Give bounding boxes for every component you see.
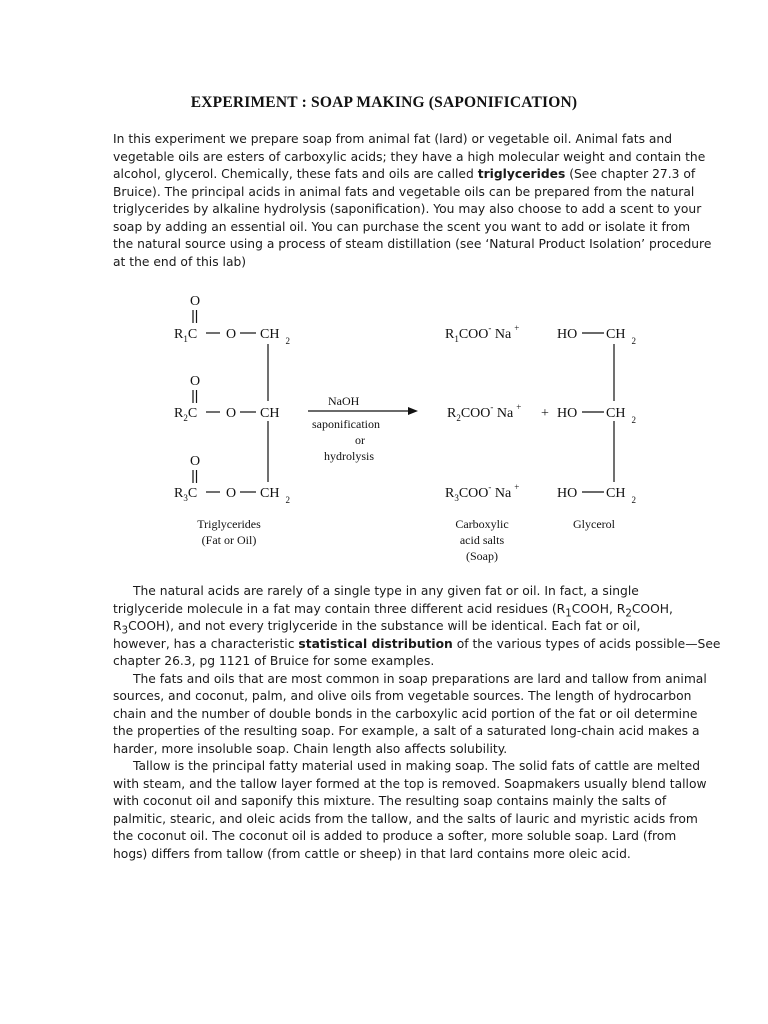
salt-3-na-charge: + xyxy=(514,482,520,492)
salt-2-na-charge: + xyxy=(516,402,522,412)
salt-2 xyxy=(447,402,521,423)
c-2: C xyxy=(187,406,198,421)
p1-line-3-b: COOH), and not every triglyceride in the substance will be identical. Each fat or oil, xyxy=(128,619,641,633)
intro-line-4: Bruice). The principal acids in animal fats and vegetable oils can be prepared from the natural xyxy=(113,184,695,199)
r-sub-3: 3 xyxy=(183,493,188,503)
p1-line-4-a: however, has a characteristic xyxy=(113,636,299,651)
glycerol-ch-middle-sub: 2 xyxy=(631,415,636,425)
intro-line-3-end: (See chapter 27.3 of xyxy=(565,167,696,181)
salt-3-sub: 3 xyxy=(454,493,459,503)
p3-line-5: the coconut oil. The coconut oil is added to produce a softer, more soluble soap. Lard (from xyxy=(113,829,677,843)
salt-1-na-charge: + xyxy=(514,323,520,333)
salt-3-na: Na xyxy=(491,486,512,501)
ch2-top xyxy=(260,327,290,346)
p3-line-2: with steam, and the tallow layer formed at the top is removed. Soapmakers usually blend tallow xyxy=(113,776,707,791)
p2-line-1: The fats and oils that are most common in soap preparations are lard and tallow from animal xyxy=(133,671,707,686)
salt-2-coo: COO xyxy=(460,406,491,421)
salt-1-na: Na xyxy=(491,327,512,342)
carbonyl-o-2: O xyxy=(190,374,201,389)
condition-or: or xyxy=(355,433,365,447)
triglycerides-term: triglycerides xyxy=(477,167,566,181)
intro-paragraph xyxy=(113,131,711,271)
glycerol-ch-middle xyxy=(606,406,636,425)
r-2: R xyxy=(174,406,184,421)
intro-line-3 xyxy=(113,166,711,184)
p2-line-2: sources, and coconut, palm, and olive oils from vegetable sources. The length of hydrocarbon xyxy=(113,689,692,703)
r-1: R xyxy=(174,327,184,342)
carbonyl-o-3: O xyxy=(190,454,201,469)
saponification-scheme xyxy=(0,285,768,575)
r-sub-2: 2 xyxy=(183,413,188,423)
p1-line-2-sub-1: 1 xyxy=(565,606,572,619)
label-carboxylic: Carboxylic xyxy=(455,517,509,531)
ch-middle: CH xyxy=(260,406,280,421)
glycerol-ch2-top xyxy=(606,327,636,346)
salt-1-coo: COO xyxy=(458,327,489,342)
glycerol-ch-middle-ch: CH xyxy=(606,406,626,421)
label-soap: (Soap) xyxy=(466,549,498,563)
ester-row-2 xyxy=(174,406,197,423)
label-fat-or-oil: (Fat or Oil) xyxy=(201,533,257,547)
salt-2-na: Na xyxy=(493,406,514,421)
ester-row-1 xyxy=(174,327,197,344)
reaction-arrow-head xyxy=(408,407,418,415)
intro-line-2: vegetable oils are esters of carboxylic acids; they have a high molecular weight and contain the xyxy=(113,149,706,164)
p3-line-6: hogs) differs from tallow (from cattle or sheep) in that lard contains more oleic acid. xyxy=(113,846,631,861)
statistical-distribution-term: statistical distribution xyxy=(298,636,453,651)
intro-line-7: the natural source using a process of steam distillation (see ‘Natural Product Isolation’ procedure xyxy=(113,237,712,251)
p3-line-4: palmitic, stearic, and oleic acids from the tallow, and the salts of lauric and myristic acids from xyxy=(113,811,698,826)
p2-line-3: chain and the number of double bonds in the carboxylic acid portion of the fat or oil determine xyxy=(113,706,698,721)
ester-o-1: O xyxy=(226,327,237,342)
glycerol-ch2-top-sub: 2 xyxy=(631,336,636,346)
ester-o-2: O xyxy=(226,406,237,421)
glycerol-ho-2: HO xyxy=(557,406,578,421)
carbonyl-o-1: O xyxy=(190,294,201,309)
label-triglycerides: Triglycerides xyxy=(197,517,261,531)
p2-line-4: the properties of the resulting soap. For example, a salt of a saturated long-chain acid makes a xyxy=(113,724,700,738)
p1-line-1: The natural acids are rarely of a single type in any given fat or oil. In fact, a single xyxy=(133,584,639,598)
p1-line-2-c: COOH, xyxy=(631,601,673,616)
glycerol-ho-3: HO xyxy=(557,486,578,501)
glycerol-ch2-bottom-sub: 2 xyxy=(631,495,636,505)
ch2-bottom-ch: CH xyxy=(260,486,280,501)
salt-3 xyxy=(445,482,519,503)
salt-1 xyxy=(445,323,519,344)
label-acid-salts: acid salts xyxy=(459,533,505,547)
intro-line-5: triglycerides by alkaline hydrolysis (saponification). You may also choose to add a scent to your xyxy=(113,202,702,216)
glycerol-ch2-top-ch: CH xyxy=(606,327,626,342)
glycerol-ch2-bottom xyxy=(606,486,636,505)
page-title: EXPERIMENT : SOAP MAKING (SAPONIFICATION) xyxy=(190,94,578,111)
r-sub-1: 1 xyxy=(183,334,188,344)
ch2-bottom xyxy=(260,486,290,505)
salt-3-charge: - xyxy=(488,482,492,492)
intro-line-6: soap by adding an essential oil. You can purchase the scent you want to add or isolate it from xyxy=(113,219,691,234)
salt-2-sub: 2 xyxy=(456,413,461,423)
condition-hydrolysis: hydrolysis xyxy=(324,449,375,463)
salt-1-charge: - xyxy=(488,323,492,333)
plus-sign: + xyxy=(541,406,549,421)
p1-line-2-sub-2: 2 xyxy=(625,606,632,619)
body-paragraphs xyxy=(113,583,720,863)
p1-line-2-b: COOH, R xyxy=(571,601,626,616)
glycerol-ch2-bottom-ch: CH xyxy=(606,486,626,501)
salt-1-sub: 1 xyxy=(454,334,459,344)
intro-line-8: at the end of this lab) xyxy=(113,254,247,269)
p2-line-5: harder, more insoluble soap. Chain length also affects solubility. xyxy=(113,741,508,756)
c-3: C xyxy=(187,486,198,501)
label-glycerol: Glycerol xyxy=(573,517,615,531)
salt-3-coo: COO xyxy=(458,486,489,501)
p3-line-3: with coconut oil and saponify this mixture. The resulting soap contains mainly the salts of xyxy=(113,794,667,808)
intro-line-3-text: alcohol, glycerol. Chemically, these fats and oils are called xyxy=(113,167,478,181)
salt-2-charge: - xyxy=(490,402,494,412)
intro-line-1: In this experiment we prepare soap from animal fat (lard) or vegetable oil. Animal fats and xyxy=(113,132,673,146)
salt-1-r: R xyxy=(445,327,455,342)
ch2-bottom-sub: 2 xyxy=(285,495,290,505)
glycerol-ho-1: HO xyxy=(557,327,578,342)
p1-line-3 xyxy=(113,618,720,636)
c-1: C xyxy=(187,327,198,342)
ester-o-3: O xyxy=(226,486,237,501)
salt-3-r: R xyxy=(445,486,455,501)
p1-line-3-sub-3: 3 xyxy=(121,624,129,637)
ch2-top-ch: CH xyxy=(260,327,280,342)
p1-line-3-a: R xyxy=(113,619,122,633)
ch2-top-sub: 2 xyxy=(285,336,290,346)
p3-line-1: Tallow is the principal fatty material used in making soap. The solid fats of cattle are melted xyxy=(133,759,701,773)
ester-row-3 xyxy=(174,486,197,503)
p1-line-4-c: of the various types of acids possible—See xyxy=(452,636,721,651)
condition-saponification: saponification xyxy=(312,417,380,431)
p1-line-5: chapter 26.3, pg 1121 of Bruice for some examples. xyxy=(113,654,435,668)
p1-line-4 xyxy=(113,636,720,654)
reagent-naoh: NaOH xyxy=(328,394,360,408)
salt-2-r: R xyxy=(447,406,457,421)
r-3: R xyxy=(174,486,184,501)
p1-line-2-a: triglyceride molecule in a fat may contain three different acid residues (R xyxy=(113,601,566,616)
p1-line-2 xyxy=(113,601,720,619)
